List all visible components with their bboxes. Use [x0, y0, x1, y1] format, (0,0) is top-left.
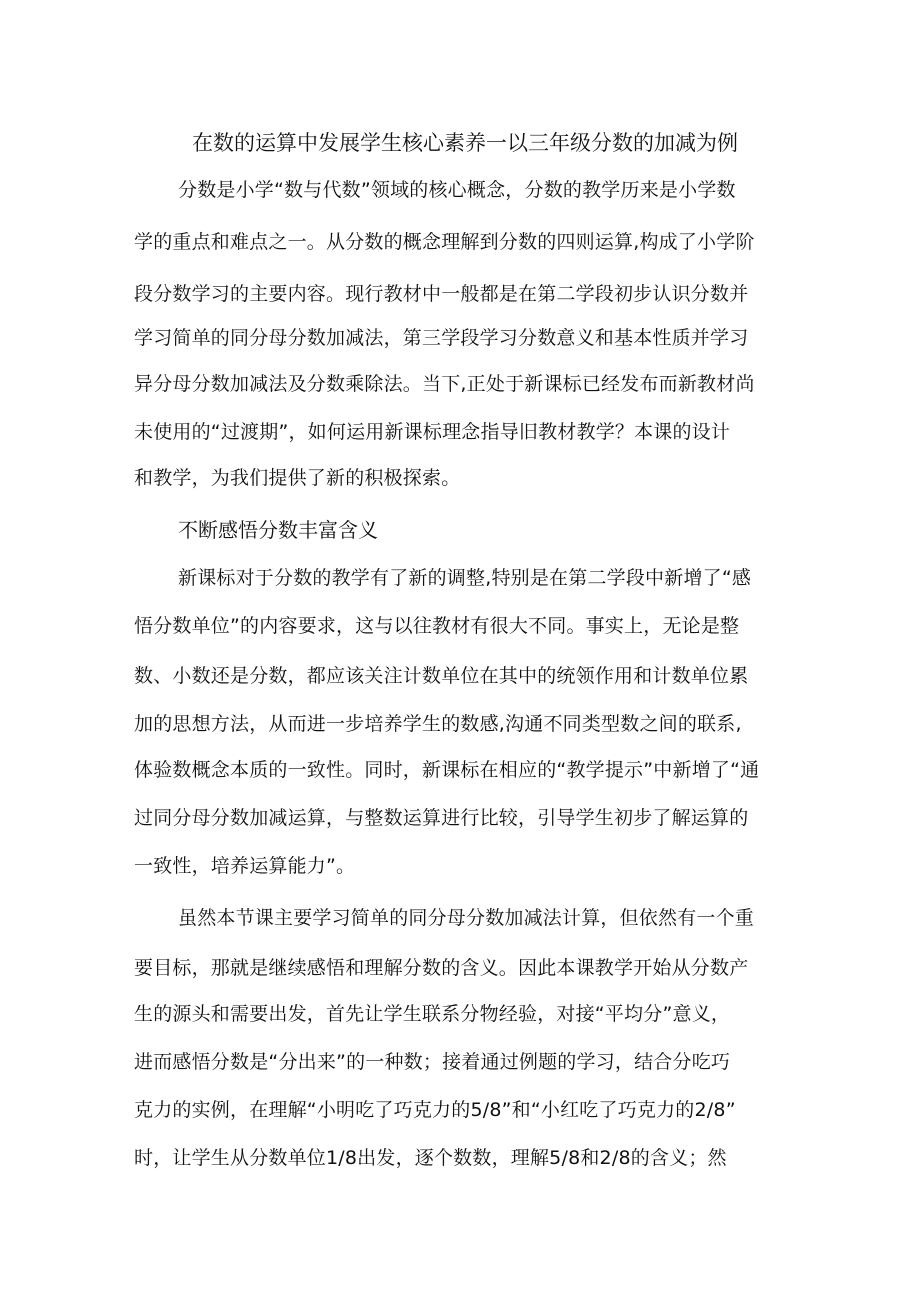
- paragraph-2-line-3: 数、小数还是分数，都应该关注计数单位在其中的统领作用和计数单位累: [134, 665, 749, 687]
- paragraph-2-line-5: 体验数概念本质的一致性。同时，新课标在相应的“教学提示”中新增了“通: [134, 759, 760, 781]
- paragraph-1-line-6: 未使用的“过渡期”，如何运用新课标理念指导旧教材教学？本课的设计: [134, 421, 731, 443]
- paragraph-3-line-1: 虽然本节课主要学习简单的同分母分数加减法计算，但依然有一个重: [178, 907, 755, 929]
- paragraph-2-line-4: 加的思想方法，从而进一步培养学生的数感,沟通不同类型数之间的联系,: [134, 713, 742, 735]
- paragraph-3-line-3: 生的源头和需要出发，首先让学生联系分物经验，对接“平均分”意义，: [134, 1003, 731, 1025]
- paragraph-2-line-7: 一致性，培养运算能力”。: [134, 855, 356, 877]
- paragraph-2-line-2: 悟分数单位”的内容要求，这与以往教材有很大不同。事实上，无论是整: [134, 615, 740, 637]
- paragraph-3-line-2: 要目标，那就是继续感悟和理解分数的含义。因此本课教学开始从分数产: [134, 957, 749, 979]
- paragraph-3-line-6: 时，让学生从分数单位1/8出发，逐个数数，理解5/8和2/8的含义；然: [134, 1147, 727, 1169]
- paragraph-2-line-1: 新课标对于分数的教学有了新的调整,特别是在第二学段中新增了“感: [178, 567, 752, 589]
- section-heading: 不断感悟分数丰富含义: [178, 518, 378, 542]
- paragraph-1-line-7: 和教学，为我们提供了新的积极探索。: [134, 467, 461, 489]
- paragraph-3-line-5: 克力的实例，在理解“小明吃了巧克力的5/8”和“小红吃了巧克力的2/8”: [134, 1099, 736, 1121]
- paragraph-1-line-5: 异分母分数加减法及分数乘除法。当下,正处于新课标已经发布而新教材尚: [134, 373, 755, 395]
- paragraph-1-line-3: 段分数学习的主要内容。现行教材中一般都是在第二学段初步认识分数并: [134, 283, 749, 305]
- document-title: 在数的运算中发展学生核心素养一以三年级分数的加减为例: [192, 131, 738, 155]
- paragraph-1-line-4: 学习简单的同分母分数加减法，第三学段学习分数意义和基本性质并学习: [134, 327, 749, 349]
- paragraph-3-line-4: 进而感悟分数是“分出来”的一种数；接着通过例题的学习，结合分吃巧: [134, 1051, 731, 1073]
- paragraph-2-line-6: 过同分母分数加减运算，与整数运算进行比较，引导学生初步了解运算的: [134, 807, 749, 829]
- paragraph-1-line-1: 分数是小学“数与代数”领域的核心概念，分数的教学历来是小学数: [178, 179, 736, 201]
- paragraph-1-line-2: 学的重点和难点之一。从分数的概念理解到分数的四则运算,构成了小学阶: [134, 231, 755, 253]
